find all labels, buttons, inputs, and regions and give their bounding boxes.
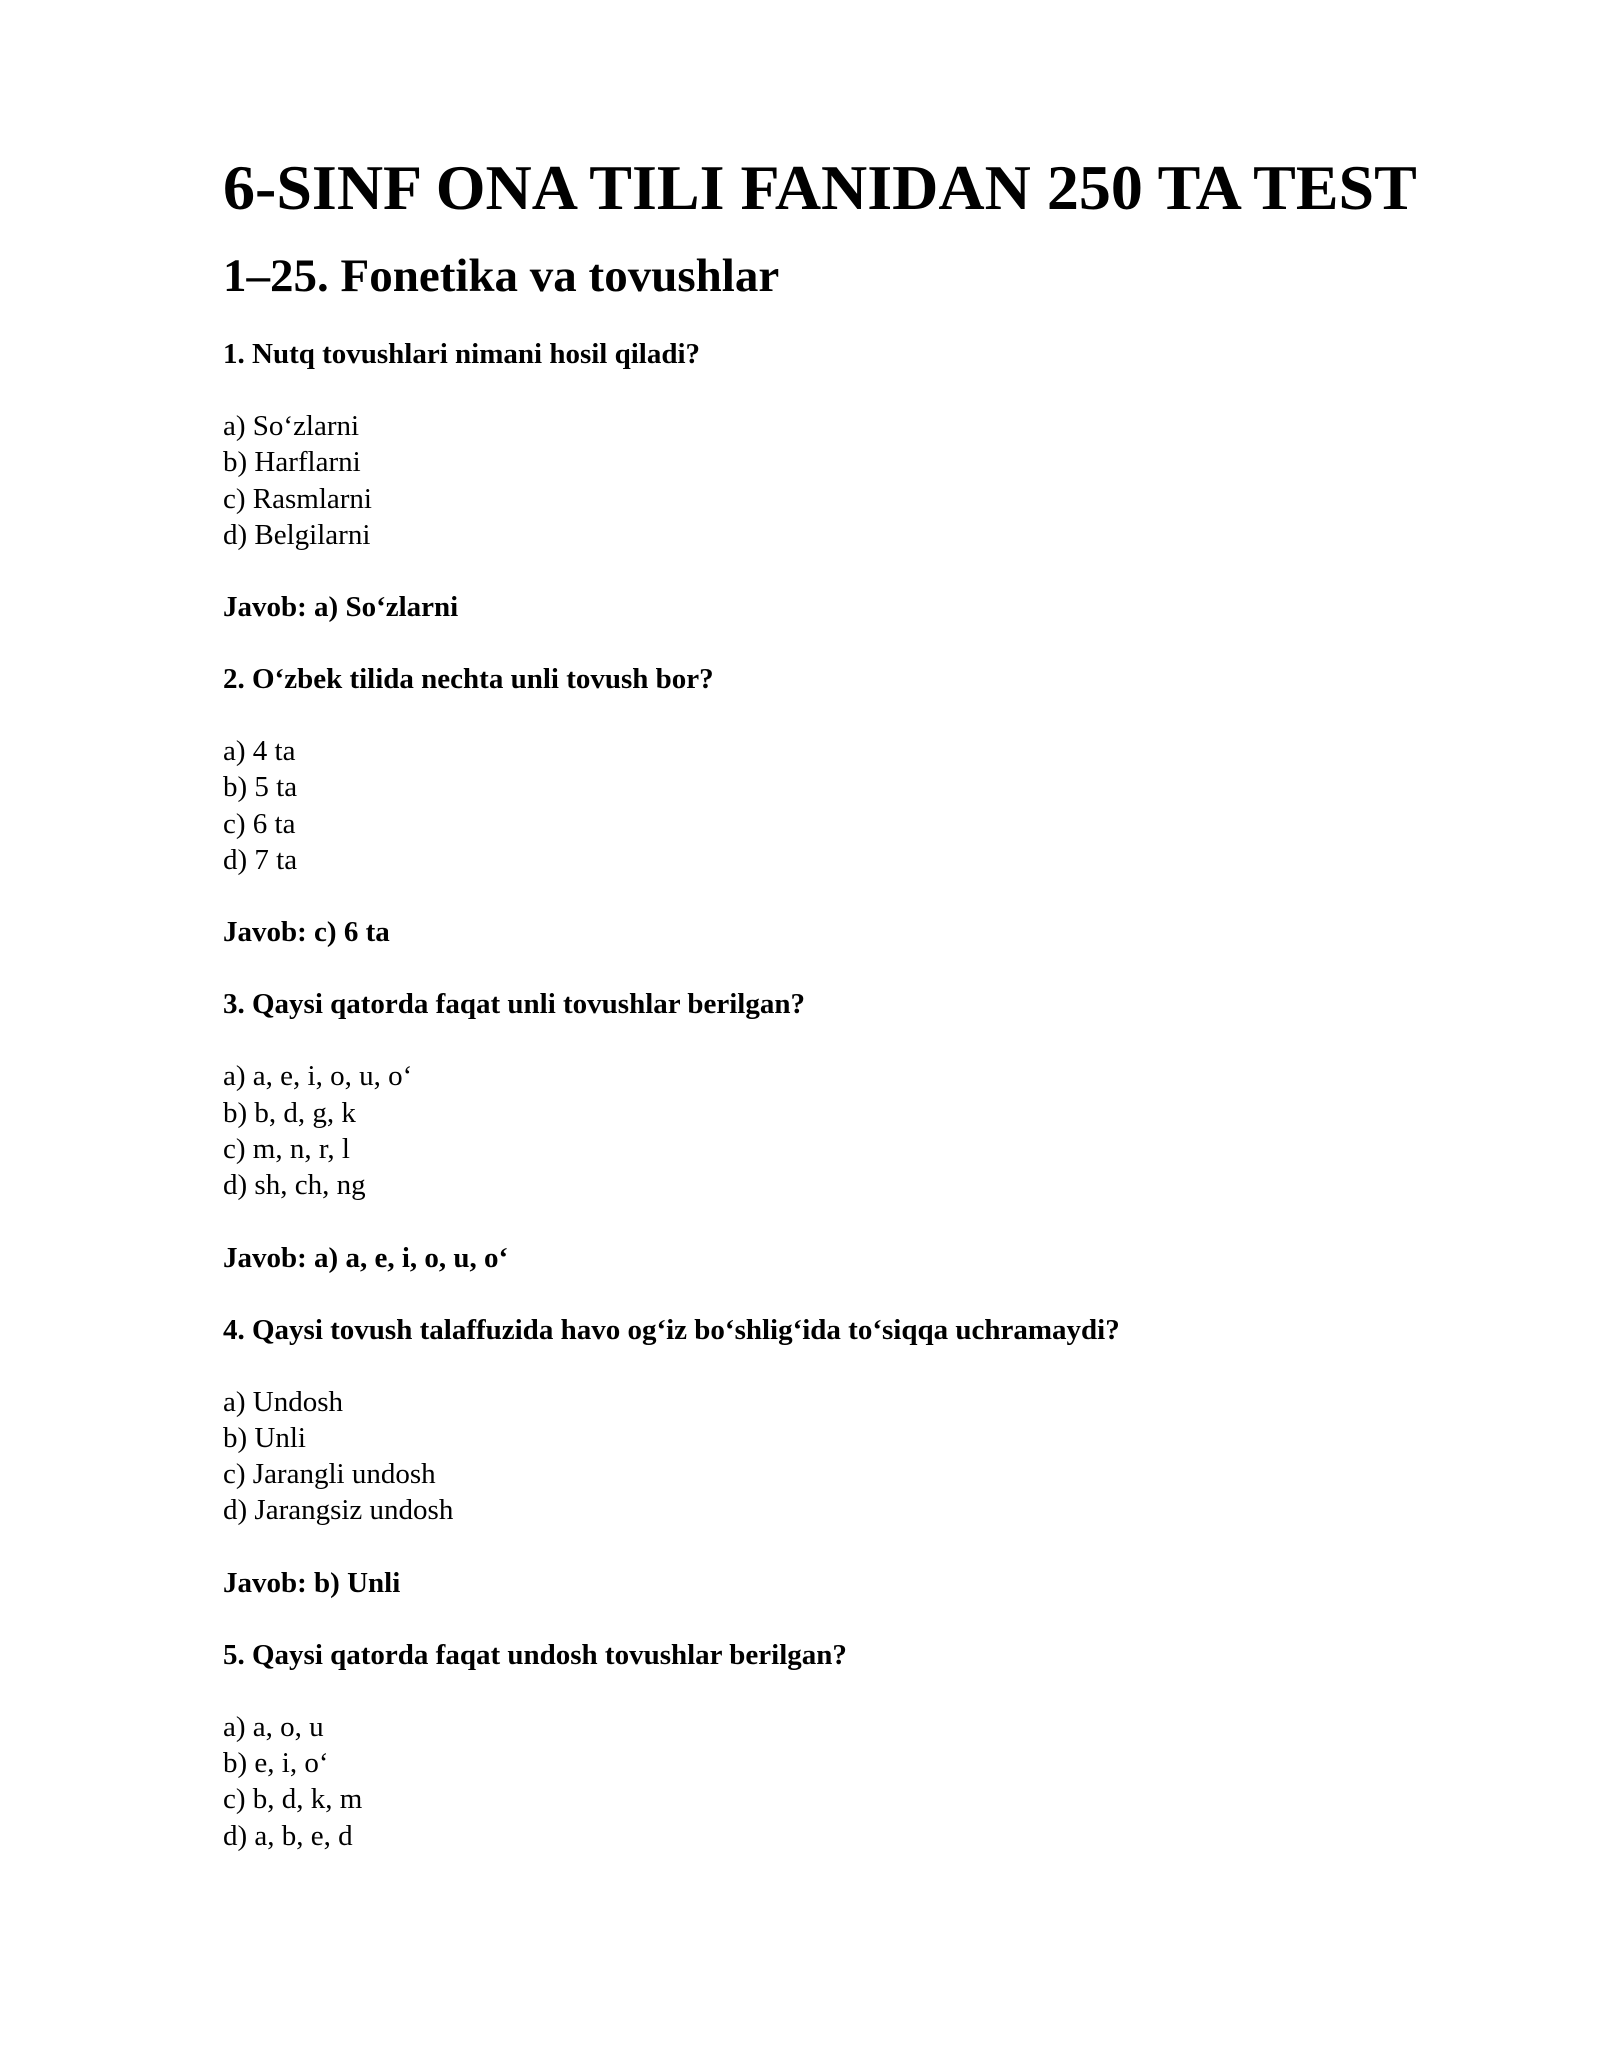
correct-answer: Javob: a) So‘zlarni	[223, 591, 459, 624]
answer-option: c) m, n, r, l	[223, 1132, 350, 1165]
question-block	[223, 1312, 1403, 1601]
answer-option: d) a, b, e, d	[223, 1819, 353, 1852]
question-block	[223, 986, 1403, 1275]
correct-answer: Javob: b) Unli	[223, 1566, 401, 1599]
question-list	[223, 336, 1403, 1854]
document-page	[223, 148, 1417, 1854]
question-spacer	[223, 1276, 1403, 1312]
correct-answer: Javob: a) a, e, i, o, u, o‘	[223, 1241, 509, 1274]
correct-answer: Javob: c) 6 ta	[223, 916, 390, 949]
question-spacer	[223, 950, 1403, 986]
answer-option: a) Undosh	[223, 1385, 344, 1418]
question-spacer	[223, 1601, 1403, 1637]
question-text: 1. Nutq tovushlari nimani hosil qiladi?	[223, 338, 701, 370]
answer-option: d) sh, ch, ng	[223, 1169, 366, 1202]
answer-options	[223, 1384, 1403, 1529]
answer-option: c) Rasmlarni	[223, 482, 372, 515]
answer-option: d) Belgilarni	[223, 518, 371, 551]
question-block	[223, 661, 1403, 950]
answer-options	[223, 408, 1403, 553]
question-text: 5. Qaysi qatorda faqat undosh tovushlar berilgan?	[223, 1638, 847, 1671]
answer-option: b) 5 ta	[223, 771, 298, 804]
answer-option: c) Jarangli undosh	[223, 1458, 436, 1491]
answer-option: a) a, o, u	[223, 1710, 324, 1743]
answer-option: a) So‘zlarni	[223, 410, 360, 442]
answer-option: d) Jarangsiz undosh	[223, 1494, 454, 1527]
answer-option: a) 4 ta	[223, 735, 296, 768]
question-block	[223, 336, 1403, 625]
answer-option: b) Harflarni	[223, 446, 361, 479]
question-text: 4. Qaysi tovush talaffuzida havo og‘iz bo‘shlig‘ida to‘siqqa uchramaydi?	[223, 1313, 1120, 1346]
answer-options	[223, 733, 1403, 878]
answer-option: c) b, d, k, m	[223, 1783, 363, 1816]
question-block	[223, 1637, 1403, 1854]
answer-option: b) b, d, g, k	[223, 1096, 356, 1129]
question-text: 3. Qaysi qatorda faqat unli tovushlar berilgan?	[223, 988, 805, 1021]
answer-option: c) 6 ta	[223, 807, 296, 840]
answer-option: b) e, i, o‘	[223, 1747, 329, 1780]
answer-option: a) a, e, i, o, u, o‘	[223, 1060, 413, 1093]
answer-option: b) Unli	[223, 1421, 306, 1454]
question-text: 2. O‘zbek tilida nechta unli tovush bor?	[223, 663, 714, 696]
section-title: 1–25. Fonetika va tovushlar	[223, 250, 780, 302]
document-title: 6-SINF ONA TILI FANIDAN 250 TA TEST	[223, 152, 1417, 223]
question-spacer	[223, 625, 1403, 661]
answer-option: d) 7 ta	[223, 844, 298, 877]
answer-options	[223, 1058, 1403, 1203]
answer-options	[223, 1709, 1403, 1854]
